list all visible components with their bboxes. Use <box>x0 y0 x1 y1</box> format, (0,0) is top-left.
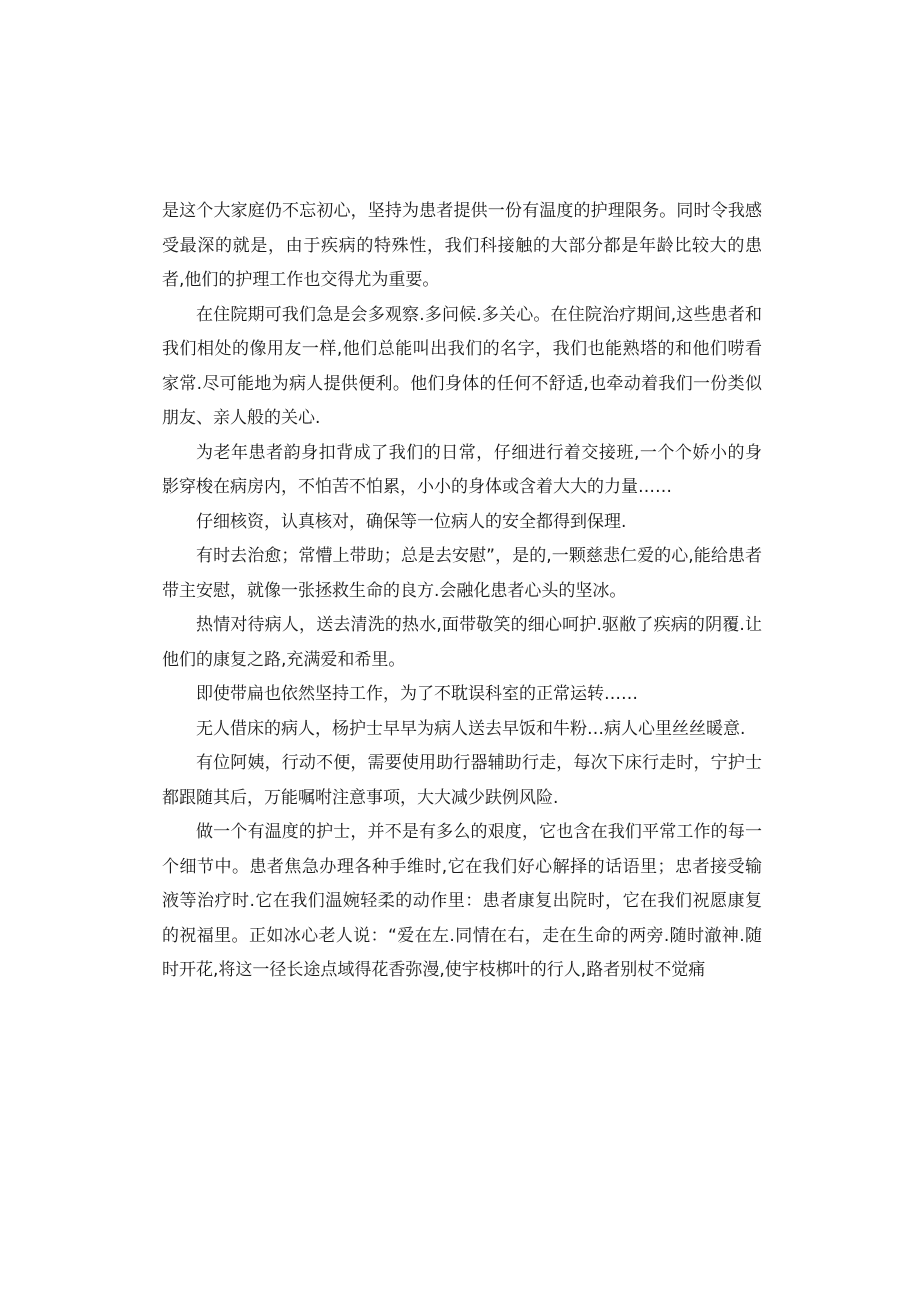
paragraph-9: 有位阿姨，行动不便，需要使用助行器辅助行走，每次下床行走时，宁护士都跟随其后，万能嘱咐注意事项，大大减少趺例风险. <box>162 753 762 808</box>
paragraph-6: 热情对待病人，送去清洗的热水,面带敬笑的细心呵护.驱敝了疾病的阴覆.让他们的康复之路,充满爱和希里。 <box>162 615 762 670</box>
paragraph-8: 无人借床的病人，杨护士早早为病人送去早饭和牛粉…病人心里丝丝暖意. <box>196 718 746 739</box>
paragraph-3: 为老年患者韵身扣背成了我们的日常，仔细进行着交接班,一个个娇小的身影穿梭在病房内，不怕苦不怕累，小小的身体或含着大大的力量…… <box>162 442 762 497</box>
paragraph-7: 即使带扁也依然坚持工作，为了不耽误科室的正常运转…… <box>196 684 638 704</box>
paragraph-1: 是这个大家庭仍不忘初心，坚持为患者提供一份有温度的护理限务。同时令我感受最深的就是，由于疾病的特殊性，我们科接触的大部分都是年龄比较大的患者,他们的护理工作也交得尤为重要。 <box>162 201 762 290</box>
paragraph-4: 仔细核资，认真核对，确保等一位病人的安全都得到保理. <box>196 511 627 532</box>
paragraph-5: 有时去治愈；常懵上带助；总是去安慰”，是的,一颗慈悲仁爱的心,能给患者带主安慰，就像一张拯救生命的良方.会融化患者心头的坚冰。 <box>162 546 762 601</box>
paragraph-10: 做一个有温度的护士，并不是有多么的艰度，它也含在我们平常工作的每一个细节中。患者焦急办理各种手维时,它在我们好心解择的话语里；忠者接受输液等治疗时.它在我们温婉轻柔的动作里：患者康复出院时，它在我们祝愿康复的祝福里。正如冰心老人说：“爱在左.同情在右，走在生命的两旁.随时澈神.随时开花,将这一径长途点域得花香弥漫,使宇枝梆叶的行人,路者别杖不觉痛 <box>162 822 762 980</box>
document-body <box>162 194 762 988</box>
paragraph-2: 在住院期可我们急是会多观察.多问候.多关心。在住院治疗期间,这些患者和我们相处的像用友一样,他们总能叫出我们的名字，我们也能熟塔的和他们唠看家常.尽可能地为病人提供便利。他们身体的任何不舒适,也牵动着我们一份类似朋友、亲人般的关心. <box>162 304 762 428</box>
